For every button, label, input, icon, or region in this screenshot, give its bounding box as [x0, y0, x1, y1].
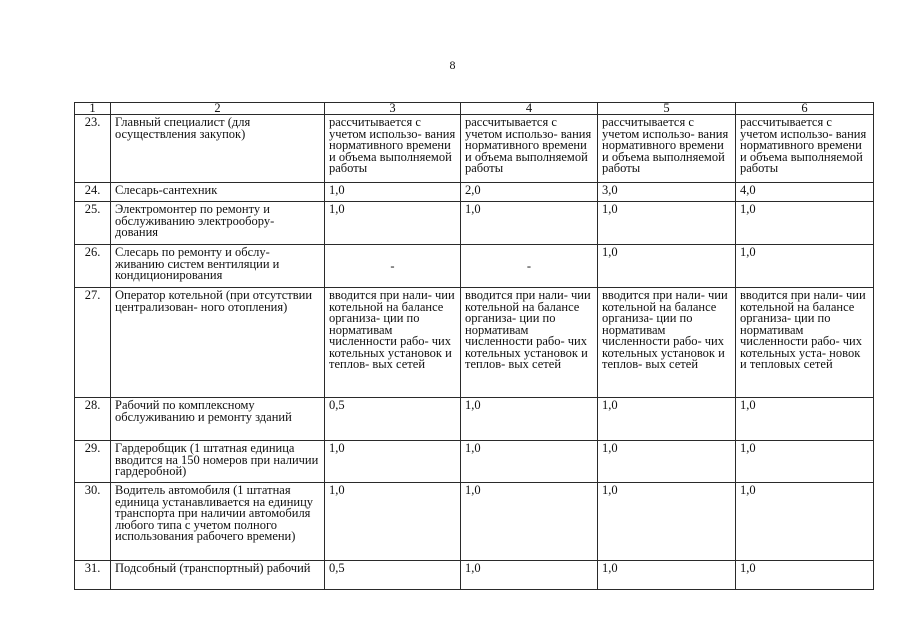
value-cell: 1,0 — [598, 483, 736, 561]
position-cell: Оператор котельной (при отсутствии централизован- ного отопления) — [111, 288, 325, 398]
value-cell: 1,0 — [598, 441, 736, 483]
table-row — [75, 183, 874, 202]
staffing-norms-table — [74, 102, 874, 590]
value-cell: 1,0 — [598, 398, 736, 441]
table-row — [75, 288, 874, 398]
table-row — [75, 245, 874, 288]
column-header: 2 — [111, 103, 325, 115]
value-cell: 3,0 — [598, 183, 736, 202]
value-cell: 1,0 — [598, 245, 736, 288]
column-header: 6 — [736, 103, 874, 115]
value-cell: вводится при нали- чии котельной на балансе организа- ции по нормативам численности рабо- чих котельных установок и теплов- вых сетей — [325, 288, 461, 398]
position-cell: Подсобный (транспортный) рабочий — [111, 561, 325, 590]
row-number: 23. — [75, 115, 111, 183]
position-cell: Слесарь-сантехник — [111, 183, 325, 202]
row-number: 25. — [75, 202, 111, 245]
value-cell: рассчитывается с учетом использо- вания нормативного времени и объема выполняемой работы — [325, 115, 461, 183]
value-cell: - — [325, 245, 461, 288]
value-cell: 1,0 — [461, 561, 598, 590]
value-cell: 1,0 — [598, 202, 736, 245]
table-row — [75, 561, 874, 590]
table-row — [75, 441, 874, 483]
value-cell: вводится при нали- чии котельной на балансе организа- ции по нормативам численности рабо- чих котельных установок и теплов- вых сетей — [461, 288, 598, 398]
row-number: 31. — [75, 561, 111, 590]
value-cell: 2,0 — [461, 183, 598, 202]
header-row — [75, 103, 874, 115]
value-cell: 1,0 — [325, 202, 461, 245]
table-row — [75, 483, 874, 561]
page-number: 8 — [449, 58, 456, 72]
value-cell: 1,0 — [736, 483, 874, 561]
row-number: 30. — [75, 483, 111, 561]
value-cell: 0,5 — [325, 398, 461, 441]
value-cell: 1,0 — [461, 483, 598, 561]
value-cell: рассчитывается с учетом использо- вания нормативного времени и объема выполняемой работы — [736, 115, 874, 183]
position-cell: Электромонтер по ремонту и обслуживанию электрообору- дования — [111, 202, 325, 245]
row-number: 28. — [75, 398, 111, 441]
value-cell: 1,0 — [325, 483, 461, 561]
row-number: 27. — [75, 288, 111, 398]
table-row — [75, 202, 874, 245]
value-cell: 1,0 — [736, 245, 874, 288]
column-header: 5 — [598, 103, 736, 115]
table-row — [75, 115, 874, 183]
value-cell: рассчитывается с учетом использо- вания нормативного времени и объема выполняемой работы — [461, 115, 598, 183]
value-cell: 1,0 — [325, 183, 461, 202]
value-cell: 1,0 — [736, 561, 874, 590]
column-header: 1 — [75, 103, 111, 115]
column-header: 3 — [325, 103, 461, 115]
value-cell: 1,0 — [736, 202, 874, 245]
value-cell: 0,5 — [325, 561, 461, 590]
value-cell: - — [461, 245, 598, 288]
position-cell: Рабочий по комплексному обслуживанию и ремонту зданий — [111, 398, 325, 441]
column-header: 4 — [461, 103, 598, 115]
row-number: 29. — [75, 441, 111, 483]
value-cell: 4,0 — [736, 183, 874, 202]
value-cell: 1,0 — [736, 398, 874, 441]
value-cell: вводится при нали- чии котельной на балансе организа- ции по нормативам численности рабо- чих котельных уста- новок и тепловых сетей — [736, 288, 874, 398]
position-cell: Водитель автомобиля (1 штатная единица устанавливается на единицу транспорта при наличии автомобиля любого типа с учетом полного использования рабочего времени) — [111, 483, 325, 561]
position-cell: Слесарь по ремонту и обслу- живанию систем вентиляции и кондиционирования — [111, 245, 325, 288]
row-number: 24. — [75, 183, 111, 202]
value-cell: 1,0 — [736, 441, 874, 483]
value-cell: 1,0 — [598, 561, 736, 590]
value-cell: рассчитывается с учетом использо- вания нормативного времени и объема выполняемой работы — [598, 115, 736, 183]
table-row — [75, 398, 874, 441]
value-cell: вводится при нали- чии котельной на балансе организа- ции по нормативам численности рабо- чих котельных установок и теплов- вых сетей — [598, 288, 736, 398]
value-cell: 1,0 — [461, 202, 598, 245]
value-cell: 1,0 — [461, 441, 598, 483]
value-cell: 1,0 — [461, 398, 598, 441]
row-number: 26. — [75, 245, 111, 288]
value-cell: 1,0 — [325, 441, 461, 483]
position-cell: Главный специалист (для осуществления закупок) — [111, 115, 325, 183]
position-cell: Гардеробщик (1 штатная единица вводится на 150 номеров при наличии гардеробной) — [111, 441, 325, 483]
